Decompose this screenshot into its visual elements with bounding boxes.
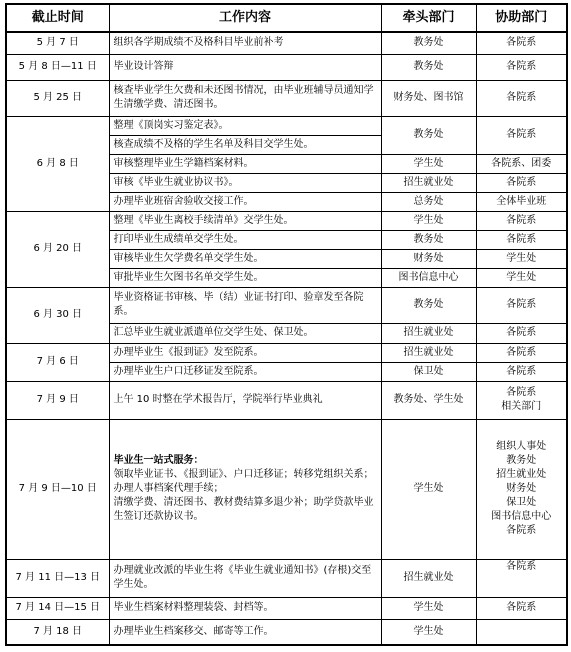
table-row <box>6 597 567 619</box>
lead-cell: 学生处 <box>381 419 476 559</box>
deadline-cell: 6 月 30 日 <box>6 287 109 343</box>
lead-cell: 学生处 <box>381 154 476 173</box>
work-cell: 办理就业改派的毕业生将《毕业生就业通知书》(存根)交至学生处。 <box>109 559 381 597</box>
lead-cell: 教务处 <box>381 116 476 154</box>
graduation-schedule-table <box>5 3 568 646</box>
header-work: 工作内容 <box>109 4 381 32</box>
deadline-cell: 7 月 9 日—10 日 <box>6 419 109 559</box>
table-row <box>6 80 567 116</box>
lead-cell: 财务处、图书馆 <box>381 80 476 116</box>
work-line: 领取毕业证书、《报到证》、户口迁移证；转移党组织关系；办理人事档案代理手续； <box>113 469 374 494</box>
assist-cell: 学生处 <box>476 268 567 287</box>
deadline-cell: 7 月 6 日 <box>6 343 109 381</box>
one-stop-service-title: 毕业生一站式服务： <box>113 455 204 466</box>
assist-cell: 各院系 <box>476 32 567 54</box>
lead-cell: 保卫处 <box>381 362 476 381</box>
work-cell: 办理毕业班宿舍验收交接工作。 <box>109 192 381 211</box>
lead-cell: 学生处 <box>381 619 476 645</box>
assist-cell: 各院系 <box>476 362 567 381</box>
assist-cell: 各院系 <box>476 323 567 343</box>
deadline-cell: 7 月 11 日—13 日 <box>6 559 109 597</box>
work-cell: 办理毕业生《报到证》发至院系。 <box>109 343 381 362</box>
table-row <box>6 116 567 135</box>
header-row <box>6 4 567 32</box>
assist-line: 组织人事处 <box>496 441 547 452</box>
assist-line: 招生就业处 <box>496 469 547 480</box>
assist-cell <box>476 381 567 419</box>
assist-cell: 各院系 <box>476 173 567 192</box>
lead-cell: 招生就业处 <box>381 323 476 343</box>
lead-cell: 教务处 <box>381 230 476 249</box>
deadline-cell: 7 月 9 日 <box>6 381 109 419</box>
work-cell: 审核整理毕业生学籍档案材料。 <box>109 154 381 173</box>
assist-line: 财务处 <box>506 483 537 494</box>
deadline-cell: 6 月 20 日 <box>6 211 109 287</box>
assist-line: 各院系 <box>506 387 537 398</box>
header-lead-dept: 牵头部门 <box>381 4 476 32</box>
assist-line: 各院系 <box>506 525 537 536</box>
work-cell: 核查毕业学生欠费和未还图书情况，由毕业班辅导员通知学生清缴学费、清还图书。 <box>109 80 381 116</box>
lead-cell: 学生处 <box>381 597 476 619</box>
deadline-cell: 5 月 25 日 <box>6 80 109 116</box>
work-cell: 汇总毕业生就业派遣单位交学生处、保卫处。 <box>109 323 381 343</box>
lead-cell: 招生就业处 <box>381 343 476 362</box>
work-cell: 审批毕业生欠图书名单交学生处。 <box>109 268 381 287</box>
work-cell: 办理毕业生档案移交、邮寄等工作。 <box>109 619 381 645</box>
work-cell <box>109 419 381 559</box>
lead-cell: 招生就业处 <box>381 559 476 597</box>
work-cell: 毕业资格证书审核、毕（结）业证书打印、验章发至各院系。 <box>109 287 381 323</box>
table-row <box>6 343 567 362</box>
lead-cell: 教务处 <box>381 54 476 80</box>
header-deadline: 截止时间 <box>6 4 109 32</box>
work-cell: 整理《顶岗实习鉴定表》。 <box>109 116 381 135</box>
table-row <box>6 419 567 559</box>
table-row <box>6 559 567 597</box>
deadline-cell: 5 月 8 日—11 日 <box>6 54 109 80</box>
table-row <box>6 619 567 645</box>
assist-cell <box>476 619 567 645</box>
work-cell: 打印毕业生成绩单交学生处。 <box>109 230 381 249</box>
assist-cell: 各院系、团委 <box>476 154 567 173</box>
assist-cell <box>476 419 567 559</box>
lead-cell: 招生就业处 <box>381 173 476 192</box>
table-row <box>6 32 567 54</box>
work-cell: 毕业生档案材料整理装袋、封档等。 <box>109 597 381 619</box>
table-row <box>6 211 567 230</box>
assist-cell: 各院系 <box>476 559 567 597</box>
work-cell: 毕业设计答辩 <box>109 54 381 80</box>
assist-cell: 各院系 <box>476 287 567 323</box>
table-row <box>6 381 567 419</box>
lead-cell: 教务处、学生处 <box>381 381 476 419</box>
table-row <box>6 287 567 323</box>
assist-line: 图书信息中心 <box>491 511 552 522</box>
lead-cell: 总务处 <box>381 192 476 211</box>
work-line: 清缴学费、清还图书、教材费结算多退少补；助学贷款毕业生签订还款协议书。 <box>113 497 374 522</box>
assist-line: 教务处 <box>506 455 537 466</box>
assist-cell: 各院系 <box>476 116 567 154</box>
lead-cell: 图书信息中心 <box>381 268 476 287</box>
deadline-cell: 5 月 7 日 <box>6 32 109 54</box>
lead-cell: 学生处 <box>381 211 476 230</box>
lead-cell: 教务处 <box>381 32 476 54</box>
assist-cell: 各院系 <box>476 230 567 249</box>
work-cell: 上午 10 时整在学术报告厅，学院举行毕业典礼 <box>109 381 381 419</box>
work-cell: 核查成绩不及格的学生名单及科目交学生处。 <box>109 135 381 154</box>
work-cell: 审核毕业生欠学费名单交学生处。 <box>109 249 381 268</box>
header-assist-dept: 协助部门 <box>476 4 567 32</box>
table-row <box>6 54 567 80</box>
assist-cell: 学生处 <box>476 249 567 268</box>
deadline-cell: 7 月 18 日 <box>6 619 109 645</box>
assist-cell: 各院系 <box>476 343 567 362</box>
lead-cell: 教务处 <box>381 287 476 323</box>
assist-line: 保卫处 <box>506 497 537 508</box>
assist-cell: 各院系 <box>476 597 567 619</box>
work-cell: 审核《毕业生就业协议书》。 <box>109 173 381 192</box>
deadline-cell: 7 月 14 日—15 日 <box>6 597 109 619</box>
assist-cell: 全体毕业班 <box>476 192 567 211</box>
deadline-cell: 6 月 8 日 <box>6 116 109 211</box>
assist-line: 相关部门 <box>501 401 542 412</box>
assist-cell: 各院系 <box>476 80 567 116</box>
work-cell: 办理毕业生户口迁移证发至院系。 <box>109 362 381 381</box>
assist-cell: 各院系 <box>476 54 567 80</box>
assist-cell: 各院系 <box>476 211 567 230</box>
work-cell: 组织各学期成绩不及格科目毕业前补考 <box>109 32 381 54</box>
work-cell: 整理《毕业生离校手续清单》交学生处。 <box>109 211 381 230</box>
lead-cell: 财务处 <box>381 249 476 268</box>
